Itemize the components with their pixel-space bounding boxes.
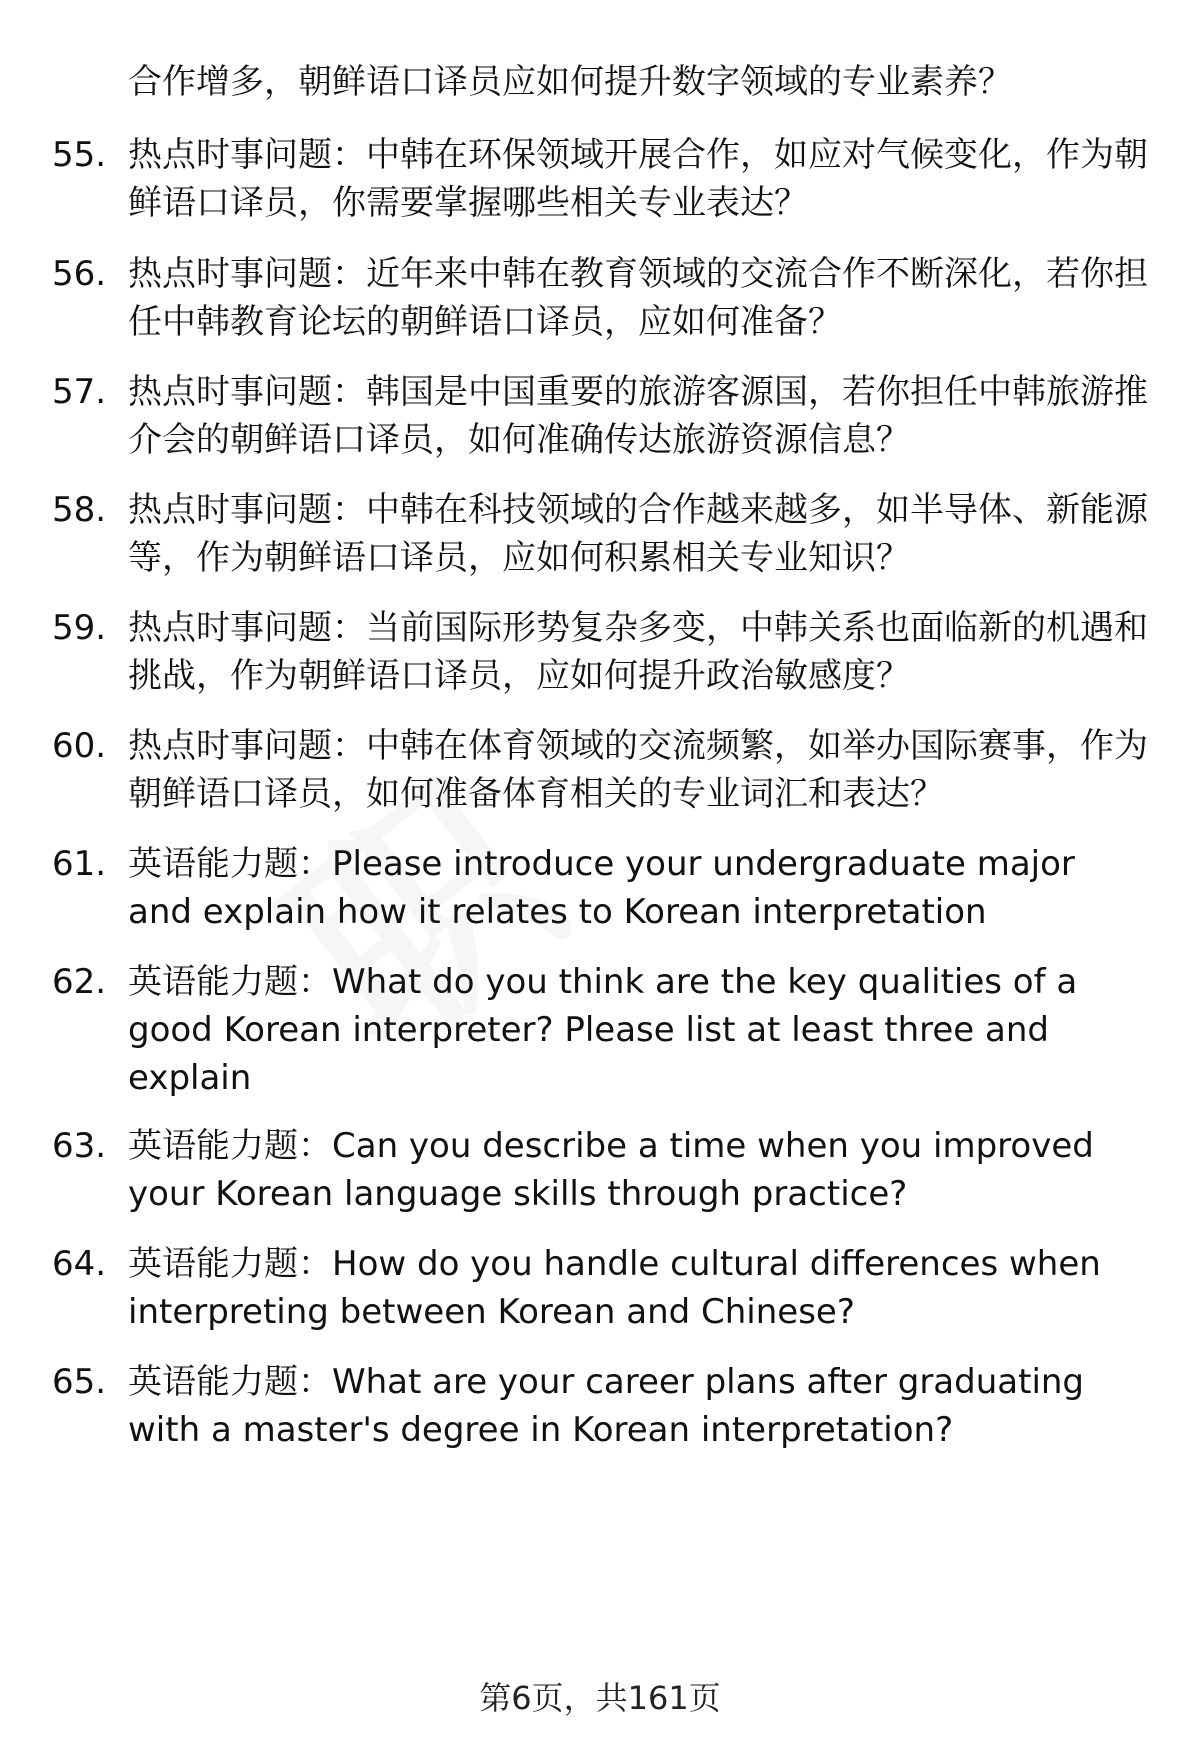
- question-number: 57.: [52, 372, 107, 412]
- question-number: 64.: [52, 1244, 107, 1284]
- question-number: 55.: [52, 135, 107, 175]
- question-text: 英语能力题：How do you handle cultural differences when interpreting between Korean and Chinese?: [128, 1244, 1101, 1332]
- question-text: 热点时事问题：中韩在环保领域开展合作，如应对气候变化，作为朝鲜语口译员，你需要掌握哪些相关专业表达？: [128, 135, 1148, 223]
- question-text: 英语能力题：What do you think are the key qualities of a good Korean interpreter? Please list at least three and explain: [128, 962, 1078, 1098]
- question-text: 热点时事问题：中韩在科技领域的合作越来越多，如半导体、新能源等，作为朝鲜语口译员，应如何积累相关专业知识？: [128, 490, 1148, 578]
- question-text: 英语能力题：What are your career plans after graduating with a master's degree in Korean interpretation?: [128, 1362, 1085, 1450]
- question-text: 热点时事问题：中韩在体育领域的交流频繁，如举办国际赛事，作为朝鲜语口译员，如何准备体育相关的专业词汇和表达？: [128, 726, 1148, 814]
- question-text: 热点时事问题：近年来中韩在教育领域的交流合作不断深化，若你担任中韩教育论坛的朝鲜语口译员，应如何准备？: [128, 254, 1148, 342]
- question-number: 58.: [52, 490, 107, 530]
- question-number: 62.: [52, 962, 107, 1002]
- question-text: 热点时事问题：韩国是中国重要的旅游客源国，若你担任中韩旅游推介会的朝鲜语口译员，如何准确传达旅游资源信息？: [128, 372, 1148, 460]
- question-text: 英语能力题：Can you describe a time when you improved your Korean language skills through practice?: [128, 1126, 1094, 1214]
- question-number: 65.: [52, 1362, 107, 1402]
- question-number: 61.: [52, 844, 107, 884]
- question-number: 60.: [52, 726, 107, 766]
- question-number: 56.: [52, 254, 107, 294]
- question-number: 63.: [52, 1126, 107, 1166]
- continuation-text: 合作增多，朝鲜语口译员应如何提升数字领域的专业素养？: [128, 62, 1012, 102]
- question-text: 英语能力题：Please introduce your undergraduate major and explain how it relates to Korean interpretation: [128, 844, 1075, 932]
- question-number: 59.: [52, 608, 107, 648]
- page-footer: 第6页，共161页: [479, 1679, 721, 1717]
- question-text: 热点时事问题：当前国际形势复杂多变，中韩关系也面临新的机遇和挑战，作为朝鲜语口译员，应如何提升政治敏感度？: [128, 608, 1148, 696]
